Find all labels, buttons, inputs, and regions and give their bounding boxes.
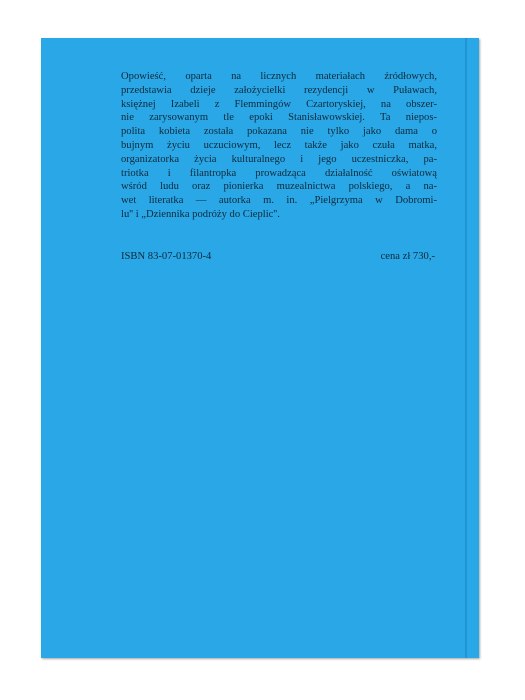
blurb-line: nie zarysowanym tle epoki Stanisławowskiej. Ta niepos- [121,112,437,124]
blurb-line: Opowieść, oparta na licznych materiałach źródłowych, [121,71,437,82]
price: cena zł 730,- [380,251,435,262]
blurb-line: bujnym życiu uczuciowym, lecz także jako czuła matka, [121,139,437,151]
isbn: ISBN 83-07-01370-4 [121,251,212,262]
cover-edge-line [465,38,467,658]
blurb-line: organizatorka życia kulturalnego i jego uczestniczka, pa- [121,153,437,165]
blurb-line: triotka i filantropka prowadząca działalność oświatową [121,167,437,179]
back-cover [41,38,479,658]
blurb-line: przedstawia dzieje założycielki rezydencji w Puławach, [121,84,437,96]
blurb-line: lu'' i „Dziennika podróży do Cieplic''. [121,208,280,220]
blurb-line: wśród ludu oraz pionierka muzealnictwa polskiego, a na- [121,181,437,193]
blurb-line: wet literatka — autorka m. in. „Pielgrzyma w Dobromi- [121,195,437,207]
blurb-line: polita kobieta została pokazana nie tylko jako dama o [121,126,437,138]
blurb-text [121,70,437,222]
blurb-line: księżnej Izabeli z Flemmingów Czartoryskiej, na obszer- [121,98,437,110]
